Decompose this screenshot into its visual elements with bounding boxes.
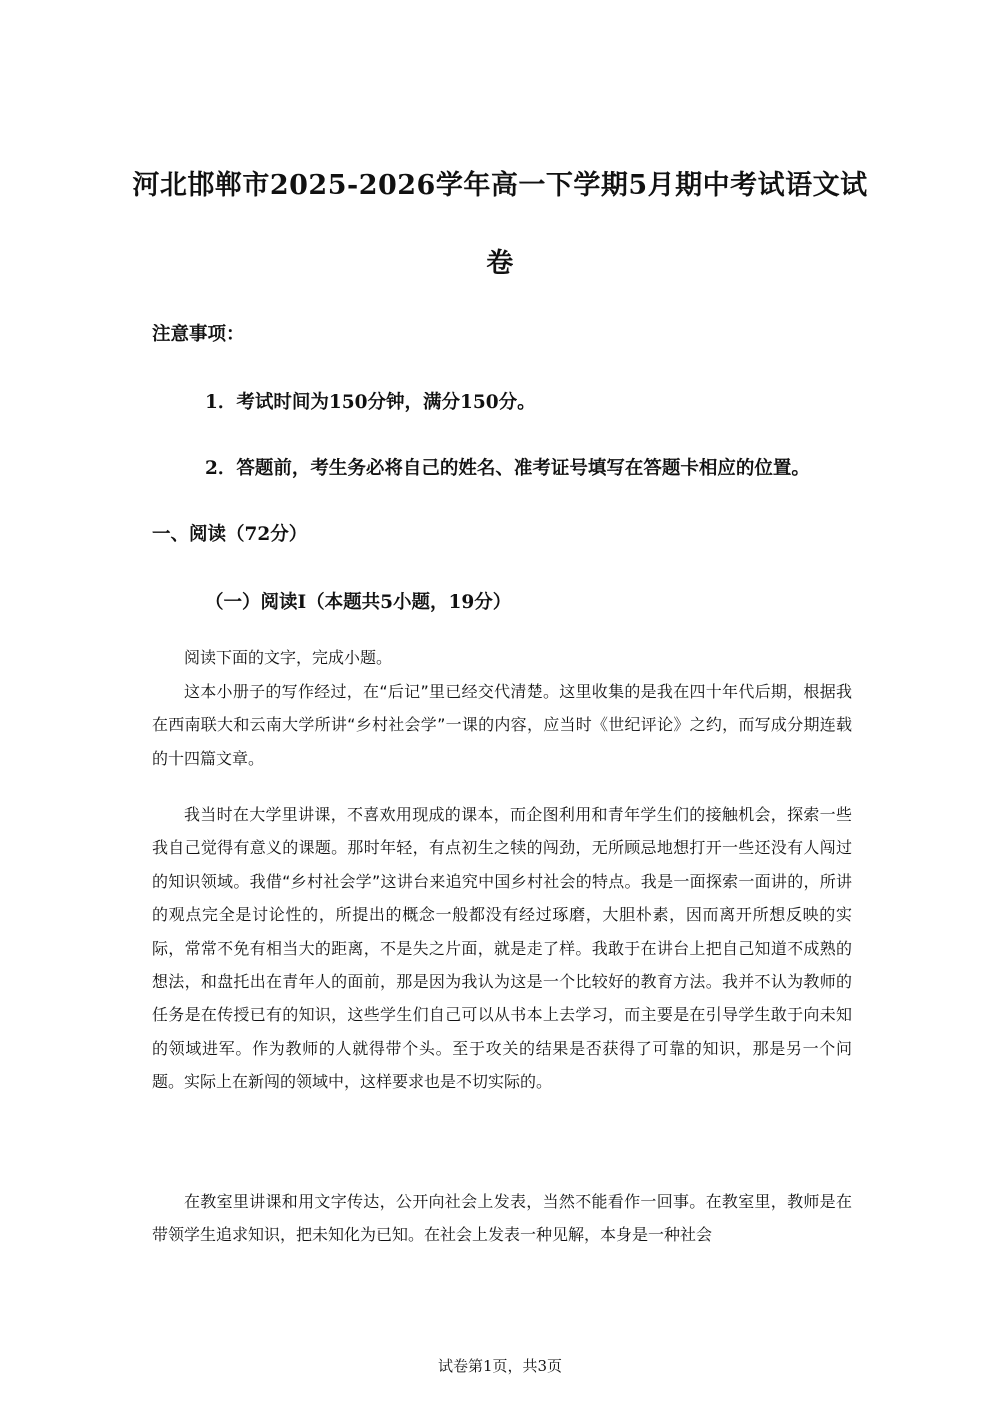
paragraph-text: 这本小册子的写作经过，在“后记”里已经交代清楚。这里收集的是我在四十年代后期，根据我在西南联大和云南大学所讲“乡村社会学”一课的内容，应当时《世纪评论》之约，而写成分期连载的十四篇文章。 [152,682,852,768]
paragraph-text: 在教室里讲课和用文字传达，公开向社会上发表，当然不能看作一回事。在教室里，教师是在带领学生追求知识，把未知化为已知。在社会上发表一种见解，本身是一种社会 [152,1192,852,1245]
subsection-heading-reading-1: （一）阅读Ⅰ（本题共5小题，19分） [205,592,512,613]
section-heading-reading: 一、阅读（72分） [152,524,308,545]
paragraph-text: 我当时在大学里讲课，不喜欢用现成的课本，而企图利用和青年学生们的接触机会，探索一些我自己觉得有意义的课题。那时年轻，有点初生之犊的闯劲，无所顾忌地想打开一些还没有人闯过的知识领域。我借“乡村社会学”这讲台来追究中国乡村社会的特点。我是一面探索一面讲的，所讲的观点完全是讨论性的，所提出的概念一般都没有经过琢磨，大胆朴素，因而离开所想反映的实际，常常不免有相当大的距离，不是失之片面，就是走了样。我敢于在讲台上把自己知道不成熟的想法，和盘托出在青年人的面前，那是因为我认为这是一个比较好的教育方法。我并不认为教师的任务是在传授已有的知识，这些学生们自己可以从书本上去学习，而主要是在引导学生敢于向未知的领域进军。作为教师的人就得带个头。至于攻关的结果是否获得了可靠的知识，那是另一个问题。实际上在新闯的领域中，这样要求也是不切实际的。 [152,805,852,1092]
notice-heading: 注意事项： [152,324,245,345]
exam-title-line-1: 河北邯郸市2025-2026学年高一下学期5月期中考试语文试 [132,170,868,201]
reading-instruction [152,641,852,674]
passage-paragraph-3 [152,1185,852,1252]
exam-title-line-2: 卷 [486,248,514,279]
notice-item-time: 1．考试时间为150分钟，满分150分。 [205,392,536,413]
passage-paragraph-1 [152,675,852,775]
page-footer: 试卷第1页，共3页 [437,1357,563,1375]
notice-item-answer-card: 2．答题前，考生务必将自己的姓名、准考证号填写在答题卡相应的位置。 [205,458,810,479]
passage-paragraph-2 [152,798,852,1099]
instruction-text: 阅读下面的文字，完成小题。 [184,648,393,667]
